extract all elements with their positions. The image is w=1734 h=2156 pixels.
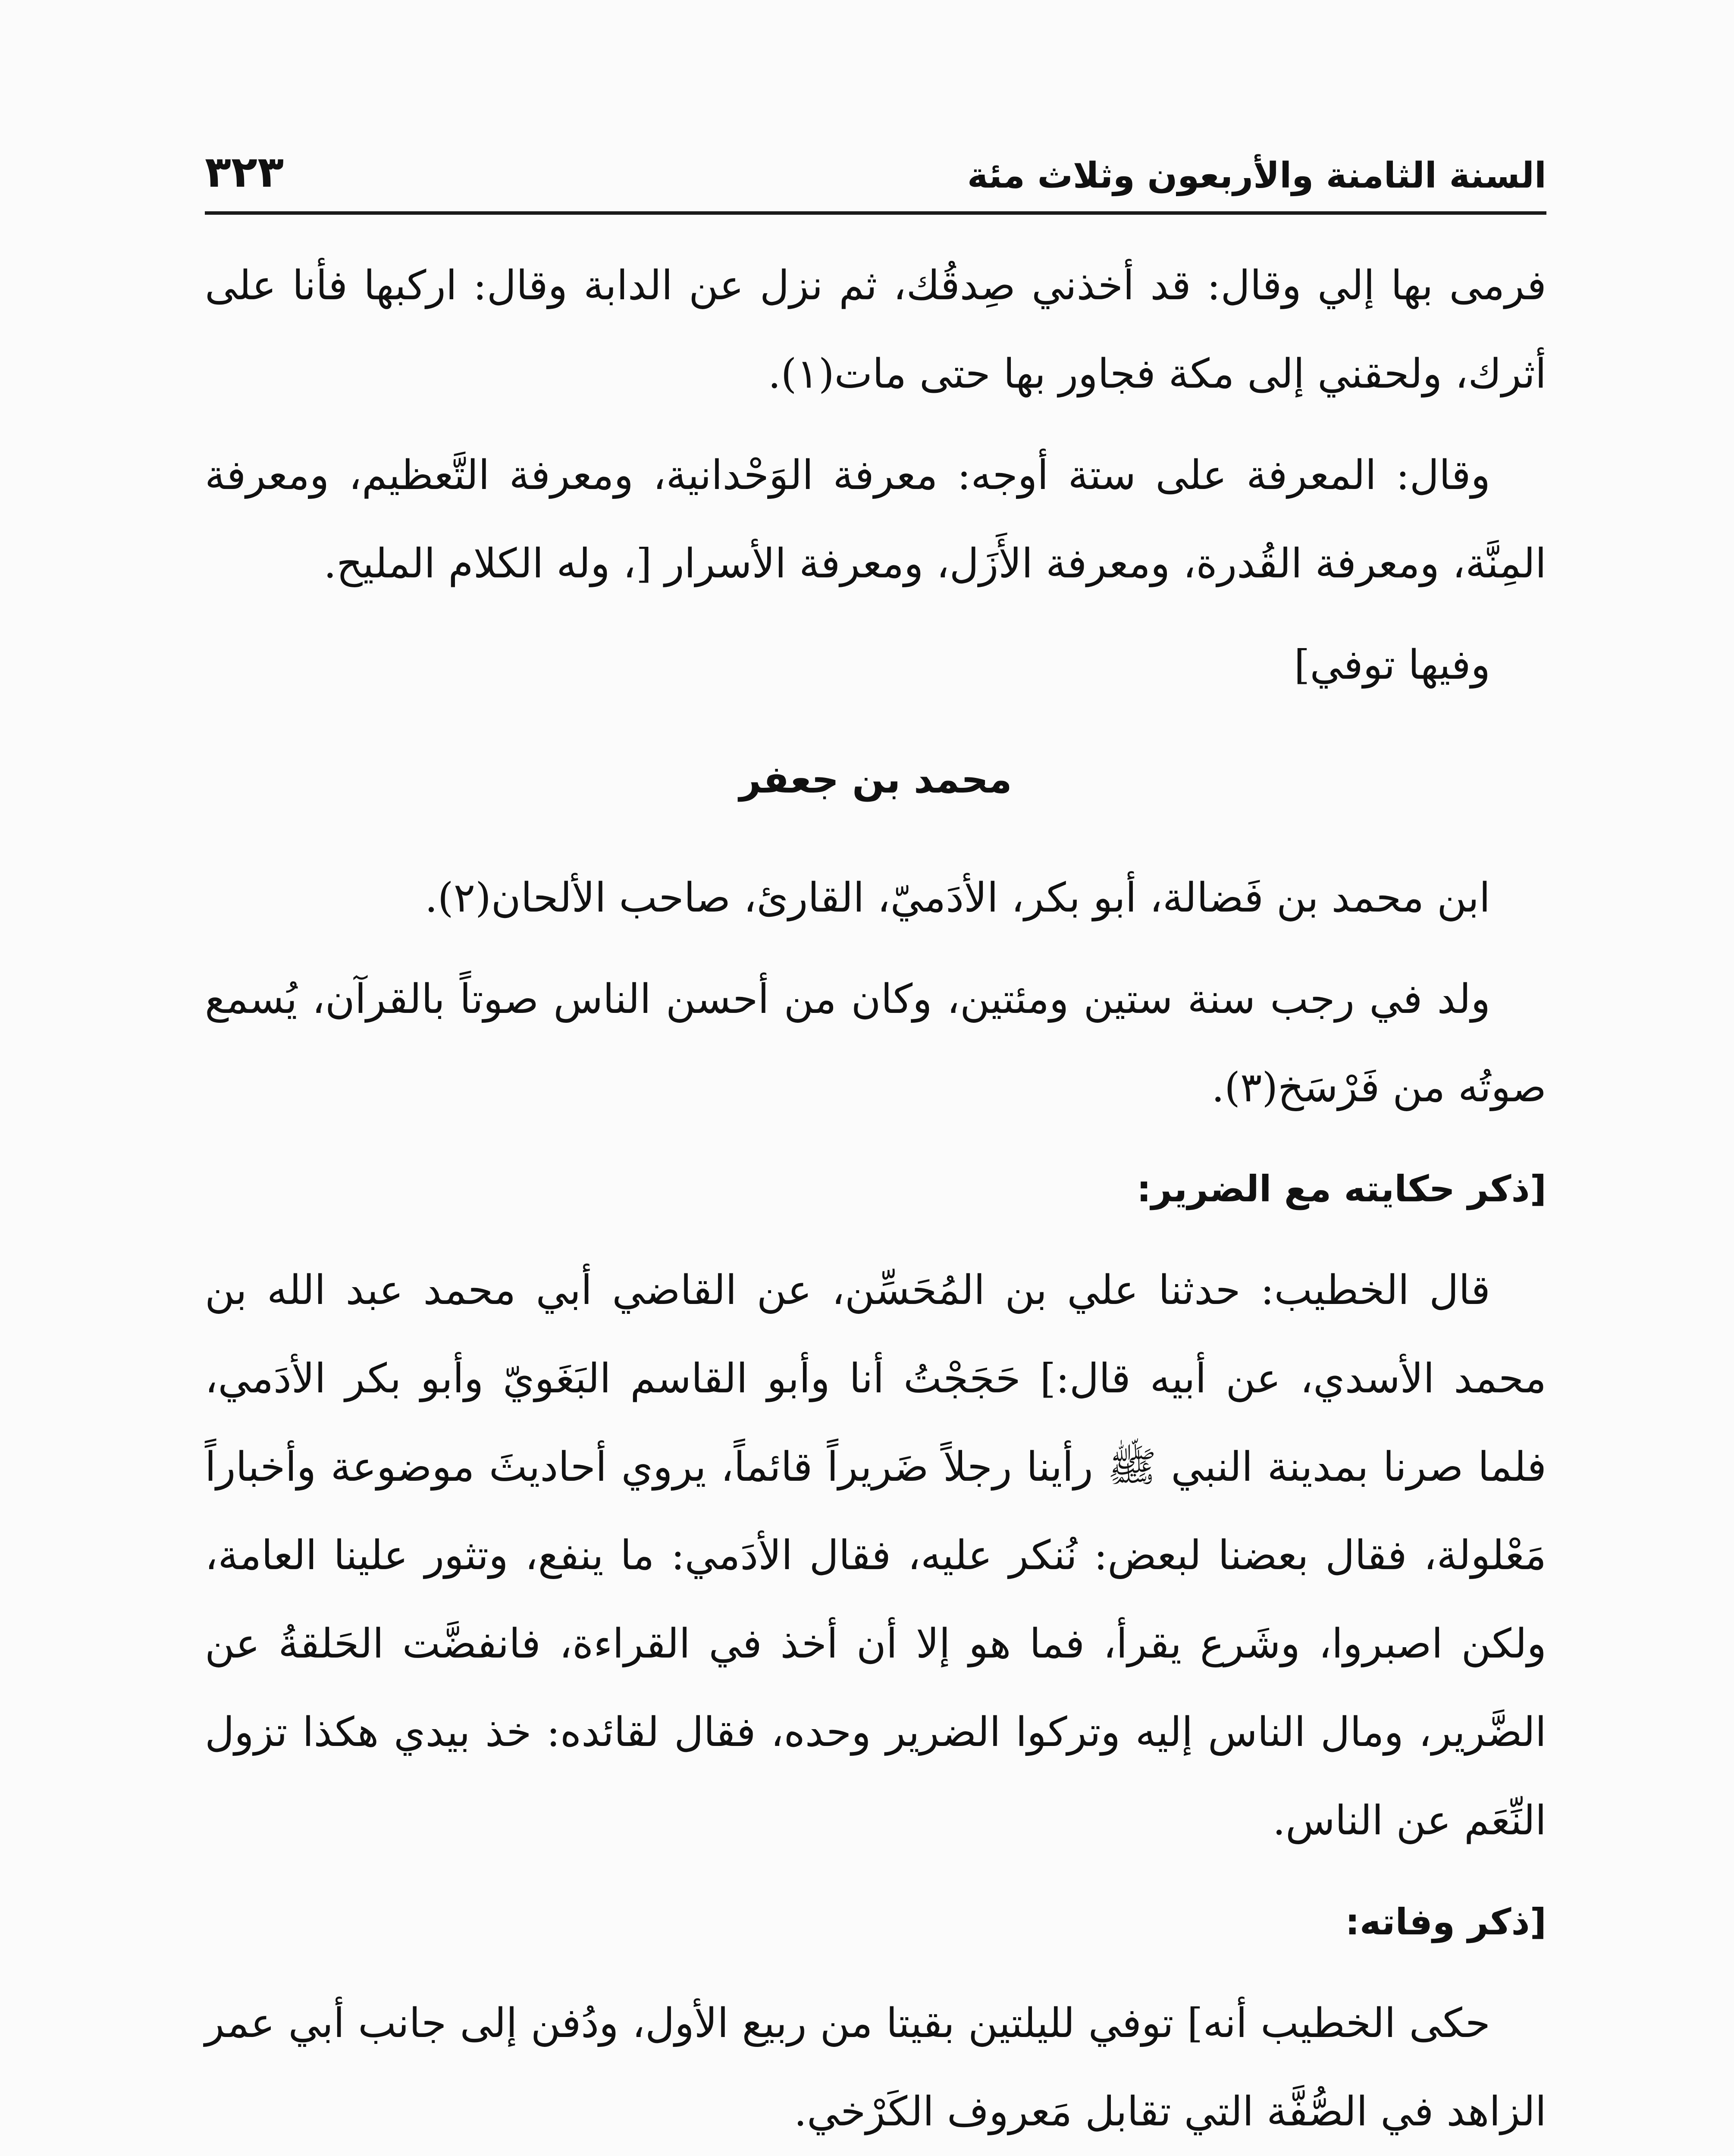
paragraph: وقال: المعرفة على ستة أوجه: معرفة الوَحْدانية، ومعرفة التَّعظيم، ومعرفة المِنَّة، ومعرفة القُدرة، ومعرفة الأَزَل، ومعرفة الأسرار [، وله الكلام المليح. [205,452,1546,587]
paragraph: فرمى بها إلي وقال: قد أخذني صِدقُك، ثم نزل عن الدابة وقال: اركبها فأنا على أثرك، ولحقني إلى مكة فجاور بها حتى مات(١). [205,262,1546,398]
page-header [205,129,1546,215]
paragraph: قال الخطيب: حدثنا علي بن المُحَسِّن، عن القاضي أبي محمد عبد الله بن محمد الأسدي، عن أبيه قال:] حَجَجْتُ أنا وأبو القاسم البَغَويّ وأبو بكر الأدَمي، فلما صرنا بمدينة النبي ﷺ رأينا رجلاً ضَريراً قائماً، يروي أحاديثَ موضوعة وأخباراً مَعْلولة، فقال بعضنا لبعض: نُنكر عليه، فقال الأدَمي: ما ينفع، وتثور علينا العامة، ولكن اصبروا، وشَرع يقرأ، فما هو إلا أن أخذ في القراءة، فانفضَّت الحَلقةُ عن الضَّرير، ومال الناس إليه وتركوا الضرير وحده، فقال لقائده: خذ بيدي هكذا تزول النِّعَم عن الناس. [205,1267,1546,1844]
main-text [205,241,1546,2156]
subheading: [ذكر وفاته: [1345,1901,1546,1943]
paragraph: ولد في رجب سنة ستين ومئتين، وكان من أحسن الناس صوتاً بالقرآن، يُسمع صوتُه من فَرْسَخ(٣). [205,976,1546,1111]
section-title: محمد بن جعفر [739,757,1012,802]
subheading: [ذكر حكايته مع الضرير: [1136,1168,1546,1210]
paragraph: ابن محمد بن فَضالة، أبو بكر، الأدَميّ، القارئ، صاحب الألحان(٢). [425,874,1490,921]
running-title: السنة الثامنة والأربعون وثلاث مئة [967,155,1546,196]
paragraph: حكى الخطيب أنه] توفي لليلتين بقيتا من ربيع الأول، ودُفن إلى جانب أبي عمر الزاهد في الصُّفَّة التي تقابل مَعروف الكَرْخي. [205,2000,1546,2135]
paragraph: وفيها توفي] [1294,642,1490,689]
page-number: ٣٢٣ [205,147,284,197]
